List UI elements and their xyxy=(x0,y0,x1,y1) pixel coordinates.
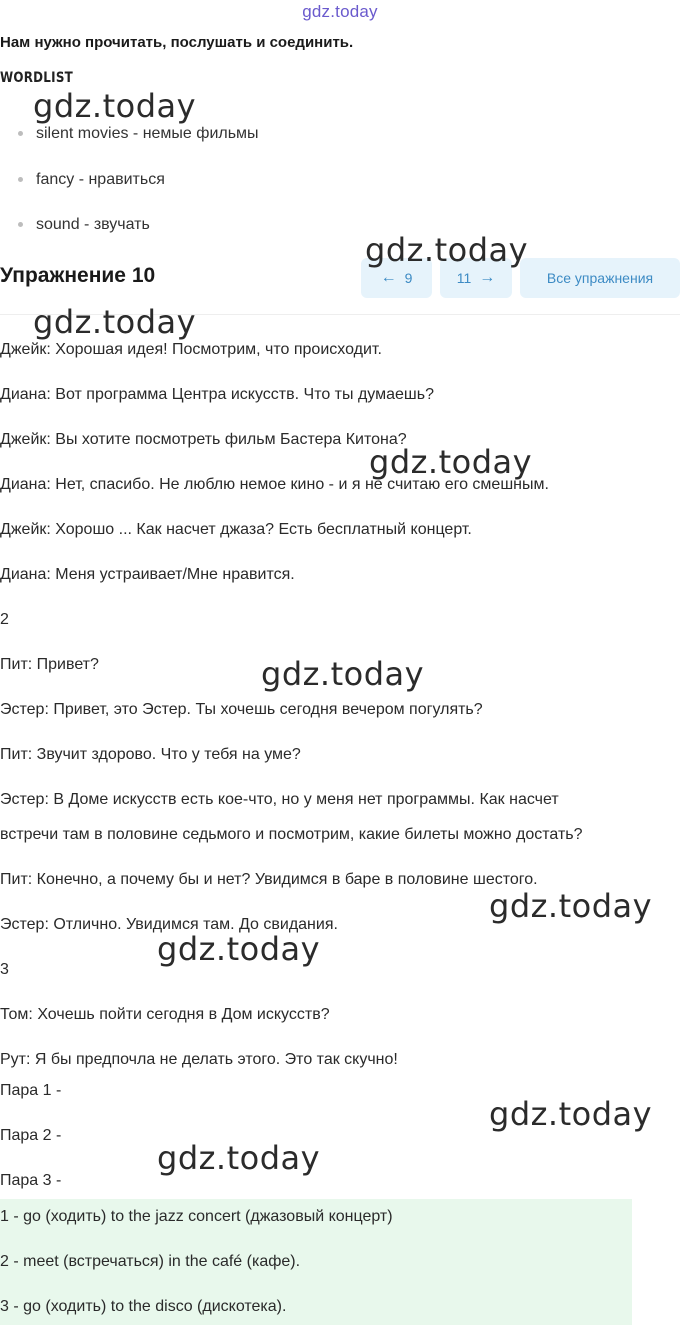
watermark: gdz.today xyxy=(33,303,197,341)
text-line: Рут: Я бы предпочла не делать этого. Это так скучно! xyxy=(0,1051,398,1068)
wordlist-item: silent movies - немые фильмы xyxy=(36,125,259,142)
answer-line: 2 - meet (встречаться) in the café (кафе). xyxy=(0,1253,301,1270)
watermark: gdz.today xyxy=(157,1139,321,1177)
text-line: встречи там в половине седьмого и посмотрим, какие билеты можно достать? xyxy=(0,826,583,843)
dialogue-number: 3 xyxy=(0,961,9,978)
wordlist-item: fancy - нравиться xyxy=(36,171,165,188)
pair-line: Пара 2 - xyxy=(0,1127,62,1144)
watermark: gdz.today xyxy=(489,1095,653,1133)
watermark: gdz.today xyxy=(489,887,653,925)
answer-line: 1 - go (ходить) to the jazz concert (джазовый концерт) xyxy=(0,1208,393,1225)
text-line: Пит: Звучит здорово. Что у тебя на уме? xyxy=(0,746,301,763)
text-line: Диана: Меня устраивает/Мне нравится. xyxy=(0,566,295,583)
text-line: Диана: Нет, спасибо. Не люблю немое кино - и я не считаю его смешным. xyxy=(0,476,549,493)
watermark: gdz.today xyxy=(33,87,197,125)
text-line: Эстер: Отлично. Увидимся там. До свидания. xyxy=(0,916,338,933)
text-line: Пит: Конечно, а почему бы и нет? Увидимся в баре в половине шестого. xyxy=(0,871,538,888)
text-line: Джейк: Хорошо ... Как насчет джаза? Есть бесплатный концерт. xyxy=(0,521,472,538)
pair-line: Пара 3 - xyxy=(0,1172,62,1189)
prev-exercise-label: 9 xyxy=(404,270,413,286)
text-line: Джейк: Хорошая идея! Посмотрим, что происходит. xyxy=(0,341,382,358)
pair-line: Пара 1 - xyxy=(0,1082,62,1099)
wordlist-title: WORDLIST xyxy=(0,70,74,86)
watermark: gdz.today xyxy=(261,655,425,693)
arrow-left-icon: ← xyxy=(380,269,397,286)
text-line: Джейк: Вы хотите посмотреть фильм Бастера Китона? xyxy=(0,431,407,448)
bullet-icon xyxy=(18,131,23,136)
exercise-title: Упражнение 10 xyxy=(0,264,156,287)
next-exercise-label: 11 xyxy=(456,270,472,286)
all-exercises-label: Все упражнения xyxy=(546,270,654,286)
text-line: Том: Хочешь пойти сегодня в Дом искусств? xyxy=(0,1006,330,1023)
answer-line: 3 - go (ходить) to the disco (дискотека). xyxy=(0,1298,287,1315)
text-line: Эстер: В Доме искусств есть кое-что, но у меня нет программы. Как насчет xyxy=(0,791,559,808)
dialogue-number: 2 xyxy=(0,611,9,628)
all-exercises-button[interactable] xyxy=(520,258,680,298)
text-line: Эстер: Привет, это Эстер. Ты хочешь сегодня вечером погулять? xyxy=(0,701,483,718)
watermark: gdz.today xyxy=(365,231,529,269)
watermark: gdz.today xyxy=(157,930,321,968)
arrow-right-icon: → xyxy=(479,269,496,286)
text-line: Диана: Вот программа Центра искусств. Что ты думаешь? xyxy=(0,386,434,403)
watermark-top: gdz.today xyxy=(302,2,378,21)
wordlist-item: sound - звучать xyxy=(36,216,150,233)
task-text: Нам нужно прочитать, послушать и соединить. xyxy=(0,34,354,51)
bullet-icon xyxy=(18,177,23,182)
watermark: gdz.today xyxy=(369,443,533,481)
bullet-icon xyxy=(18,222,23,227)
text-line: Пит: Привет? xyxy=(0,656,99,673)
